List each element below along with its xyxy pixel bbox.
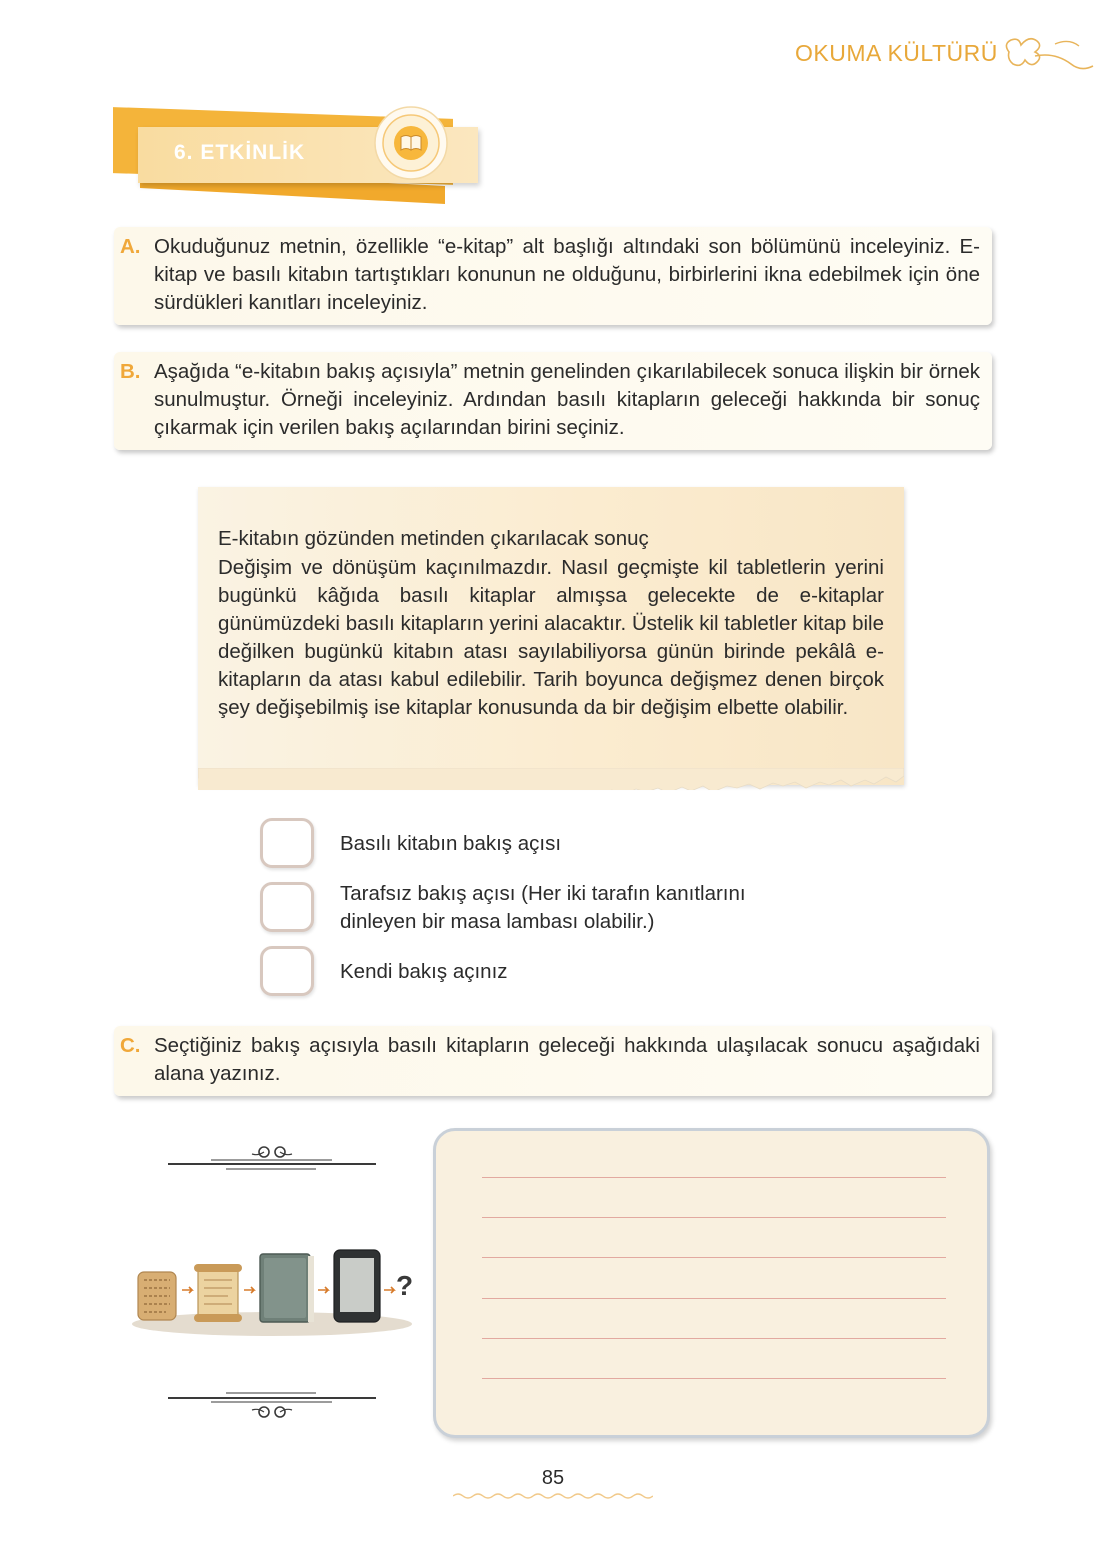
- writing-line: [482, 1338, 946, 1339]
- page-number-wave-divider: [453, 1492, 653, 1500]
- ornament-top-icon: [166, 1142, 378, 1174]
- task-c-text: Seçtiğiniz bakış açısıyla basılı kitapların geleceği hakkında ulaşılacak sonucu aşağıdaki alana yazınız.: [154, 1034, 980, 1085]
- task-a-box: [114, 227, 992, 325]
- task-a-text: Okuduğunuz metnin, özellikle “e-kitap” alt başlığı altındaki son bölümünü inceleyiniz. E-kitap ve basılı kitabın tartıştıkları konunun ne olduğunu, birbirlerini ikna edebilmek için öne sürdükleri kanıtları inceleyiniz.: [154, 235, 980, 314]
- task-c-box: [114, 1026, 992, 1096]
- activity-label: 6. ETKİNLİK: [174, 141, 306, 164]
- book-evolution-illustration: [132, 1240, 422, 1340]
- ornament-bottom-icon: [166, 1388, 378, 1422]
- writing-line: [482, 1177, 946, 1178]
- answer-writing-area[interactable]: [433, 1128, 990, 1438]
- page-number: 85: [541, 1467, 565, 1489]
- question-mark: ?: [396, 1270, 414, 1301]
- option-own-view-label: Kendi bakış açınız: [340, 960, 508, 983]
- option-own-view-checkbox[interactable]: [260, 946, 314, 996]
- option-neutral-checkbox[interactable]: [260, 882, 314, 932]
- task-b-text: Aşağıda “e-kitabın bakış açısıyla” metnin genelinden çıkarılabilecek sonuca ilişkin bir örnek sunulmuştur. Örneği inceleyiniz. Ardından basılı kitapların geleceği hakkında bir sonuç çıkarmak için verilen bakış açılarından birini seçiniz.: [154, 360, 980, 439]
- writing-line: [482, 1257, 946, 1258]
- book-icon: [260, 1254, 314, 1322]
- clay-tablet-icon: [138, 1272, 176, 1320]
- section-title: OKUMA KÜLTÜRÜ: [795, 40, 998, 66]
- activity-banner: [110, 105, 490, 205]
- sample-conclusion-note: [198, 487, 904, 785]
- note-body: Değişim ve dönüşüm kaçınılmazdır. Nasıl geçmişte kil tabletlerin yerini bugünkü kâğıda basılı kitaplar almışsa gelecekte de e-kitaplar günümüzdeki basılı kitapların yerini alacaktır. Üstelik kil tabletler kitap bile değilken bugünkü kitabın atası sayılabiliyorsa günün birinde pekâlâ e-kitapların da atası kabul edilebilir. Tarih boyunca değişmez denen birçok şey değişebilmiş ise kitaplar konusunda da bir değişim elbette olabilir.: [218, 556, 884, 719]
- e-reader-icon: [334, 1250, 380, 1322]
- task-a-letter: A.: [120, 235, 141, 258]
- task-b-box: [114, 352, 992, 450]
- note-title: E-kitabın gözünden metinden çıkarılacak sonuç: [218, 527, 649, 550]
- writing-line: [482, 1378, 946, 1379]
- torn-paper-edge: [198, 768, 904, 790]
- book-badge-icon: [373, 105, 449, 181]
- writing-line: [482, 1298, 946, 1299]
- task-b-letter: B.: [120, 360, 141, 383]
- task-c-letter: C.: [120, 1034, 141, 1057]
- option-printed-book-label: Basılı kitabın bakış açısı: [340, 832, 562, 855]
- puzzle-swirl-icon: [995, 22, 1095, 82]
- option-neutral-label: Tarafsız bakış açısı (Her iki tarafın kanıtlarını dinleyen bir masa lambası olabilir.): [340, 882, 746, 933]
- writing-line: [482, 1217, 946, 1218]
- option-printed-book-checkbox[interactable]: [260, 818, 314, 868]
- scroll-icon: [194, 1264, 242, 1322]
